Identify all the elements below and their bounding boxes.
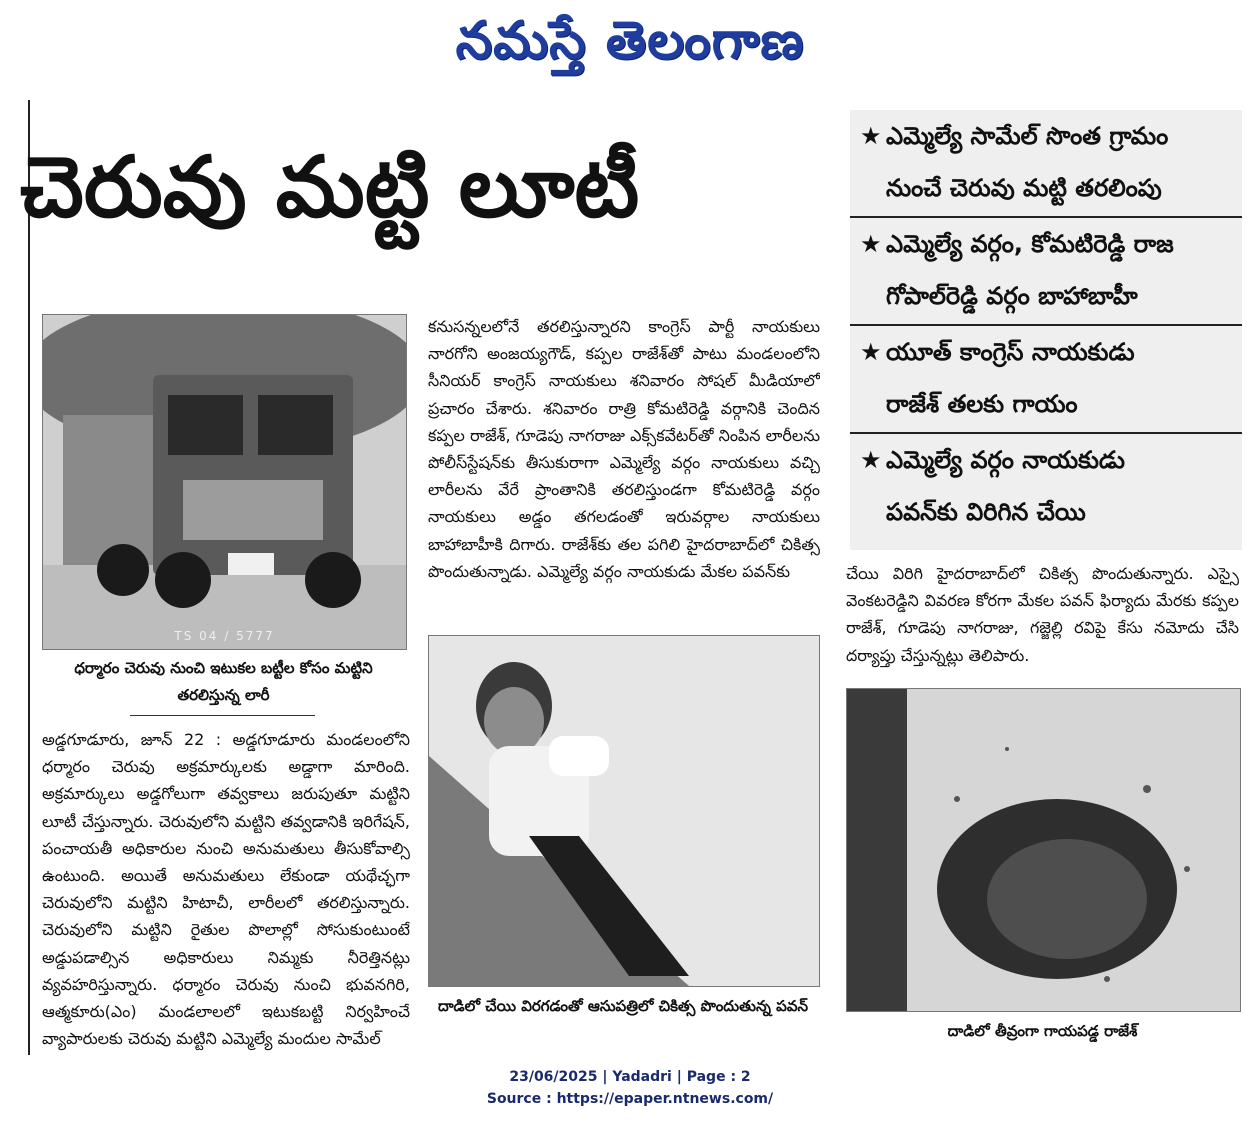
article-column-1: అడ్డగూడూరు, జూన్‌ 22 : అడ్డగూడూరు మండలంలోని ధర్మారం చెరువు అక్రమార్కులకు అడ్డాగా మారింది. అక్రమార్కులు అడ్డగోలుగా తవ్వకాలు జరుపుతూ మట్టిని లూటీ చేస్తున్నారు. చెరువులోని మట్టిని తవ్వడానికి ఇరిగేషన్‌, పంచాయతీ అధికారుల నుంచి అనుమతులు తీసుకోవాల్సి ఉంటుంది. అయితే అనుమతులు లేకుండా యథేచ్ఛగా చెరువులోని మట్టిని హిటాచీ, లారీలలో తరలిస్తున్నారు. చెరువులోని మట్టిని రైతుల పొలాల్లో సోసుకుంటుంటే అడ్డుపడాల్సిన అధికారులు నిమ్మకు నీరెత్తినట్లు వ్యవహరిస్తున్నారు. ధర్మారం చెరువు నుంచి భువనగిరి, ఆత్మకూరు(ఎం) మండలాలలో ఇటుకబట్టి నిర్వహించే వ్యాపారులకు చెరువు మట్టిని ఎమ్మెల్యే మందుల సామేల్‌ (42, 730, 410, 1049)
highlight-item (850, 434, 1242, 540)
highlight-item (850, 218, 1242, 326)
truck-photo-caption: ధర్మారం చెరువు నుంచి ఇటుకల బట్టీల కోసం మట్టిని తరలిస్తున్న లారీ (74, 659, 373, 704)
star-icon: ★ (860, 338, 882, 366)
highlight-item (850, 326, 1242, 434)
license-plate: TS 04 / 5777 (174, 629, 275, 643)
article-column-2: కనుసన్నలలోనే తరలిస్తున్నారని కాంగ్రెస్‌ పార్టీ నాయకులు నారగోని అంజయ్యగౌడ్‌, కప్పల రాజేశ్‌తో పాటు మండలంలోని సీనియర్‌ కాంగ్రెస్‌ నాయకులు శనివారం సోషల్‌ మీడియాలో ప్రచారం చేశారు. శనివారం రాత్రి కోమటిరెడ్డి వర్గానికి చెందిన కప్పల రాజేశ్‌, గూడెపు నాగరాజు ఎక్స్‌కవేటర్‌తో నింపిన లారీలను పోలీస్‌స్టేషన్‌కు తీసుకురాగా ఎమ్మెల్యే వర్గం నాయకులు వచ్చి లారీలను వేరే ప్రాంతానికి తరలిస్తుండగా కోమటిరెడ్డి వర్గం నాయకులు అడ్డం తగలడంతో ఇరువర్గాల నాయకులు బాహాబాహీకి దిగారు. రాజేశ్‌కు తల పగిలి హైదరాబాద్‌లో చికిత్స పొందుతున్నాడు. ఎమ్మెల్యే వర్గం నాయకుడు మేకల పవన్‌కు (428, 317, 820, 581)
star-icon: ★ (860, 230, 882, 258)
footer-date-edition: 23/06/2025 | Yadadri | Page : 2 (509, 1069, 751, 1085)
rajesh-injured-photo (846, 688, 1241, 1012)
article-headline: చెరువు మట్టి లూటీ (20, 138, 640, 236)
highlights-box (850, 110, 1242, 550)
highlight-line: పవన్‌కు విరిగిన చేయి (886, 498, 1086, 526)
highlight-line: ఎమ్మెల్యే సామేల్‌ సొంత గ్రామం (886, 122, 1169, 150)
highlight-item (850, 110, 1242, 218)
footer-source-link[interactable]: Source : https://epaper.ntnews.com/ (486, 1091, 774, 1107)
caption-divider (130, 715, 315, 716)
truck-illustration (43, 315, 406, 649)
newspaper-masthead: నమస్తే తెలంగాణ (455, 10, 805, 71)
truck-photo (42, 314, 407, 650)
injured-person-illustration (847, 689, 1240, 1011)
highlight-line: రాజేశ్‌ తలకు గాయం (886, 390, 1078, 418)
patient-illustration (429, 636, 819, 986)
star-icon: ★ (860, 122, 882, 150)
highlight-line: యూత్‌ కాంగ్రెస్‌ నాయకుడు (886, 338, 1135, 366)
rajesh-photo-caption: దాడిలో తీవ్రంగా గాయపడ్డ రాజేశ్‌ (947, 1022, 1138, 1040)
highlight-line: ఎమ్మెల్యే వర్గం నాయకుడు (886, 446, 1125, 474)
star-icon: ★ (860, 446, 882, 474)
pavan-hospital-photo (428, 635, 820, 987)
highlight-line: గోపాల్‌రెడ్డి వర్గం బాహాబాహీ (886, 282, 1138, 310)
highlight-line: నుంచే చెరువు మట్టి తరలింపు (886, 174, 1162, 202)
page-footer (380, 1066, 880, 1110)
article-column-3: చేయి విరిగి హైదరాబాద్‌లో చికిత్స పొందుతున్నారు. ఎస్సై వెంకటరెడ్డిని వివరణ కోరగా మేకల పవన్‌ ఫిర్యాదు మేరకు కప్పల రాజేశ్‌, గూడెపు నాగరాజు, గజ్జెల్లి రవిపై కేసు నమోదు చేసి దర్యాప్తు చేస్తున్నట్లు తెలిపారు. (846, 564, 1239, 665)
pavan-photo-caption: దాడిలో చేయి విరగడంతో ఆసుపత్రిలో చికిత్స పొందుతున్న పవన్‌ (437, 997, 809, 1015)
highlight-line: ఎమ్మెల్యే వర్గం, కోమటిరెడ్డి రాజ (886, 230, 1174, 258)
